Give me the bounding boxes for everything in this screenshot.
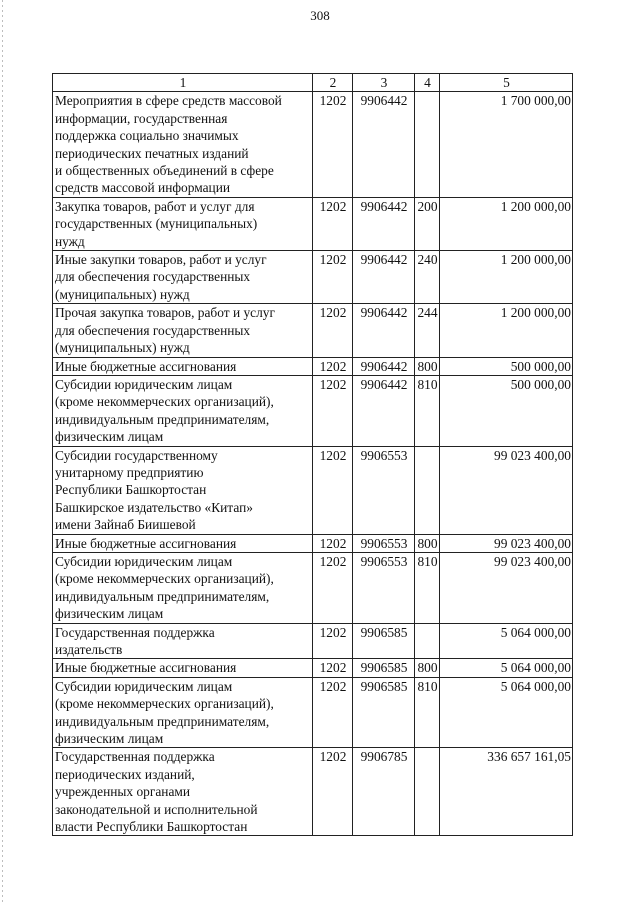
row-name-cell: Иные бюджетные ассигнования [53, 659, 313, 677]
row-section-cell: 1202 [313, 357, 353, 375]
row-expense-cell [415, 623, 440, 659]
row-section-cell: 1202 [313, 197, 353, 250]
table-row [53, 534, 573, 552]
row-amount-cell: 336 657 161,05 [440, 748, 573, 836]
header-col-1: 1 [53, 74, 313, 92]
table-row [53, 92, 573, 197]
row-target-cell: 9906442 [353, 375, 415, 446]
row-target-cell: 9906785 [353, 748, 415, 836]
row-name-cell: Иные закупки товаров, работ и услуг для обеспечения государственных (муниципальных) нужд [53, 251, 313, 304]
row-section-cell: 1202 [313, 92, 353, 197]
table-header [53, 74, 573, 92]
table-row [53, 357, 573, 375]
row-expense-cell: 800 [415, 534, 440, 552]
row-target-cell: 9906553 [353, 446, 415, 534]
row-amount-cell: 99 023 400,00 [440, 552, 573, 623]
row-expense-cell: 244 [415, 304, 440, 357]
row-section-cell: 1202 [313, 677, 353, 748]
row-name-cell: Субсидии государственному унитарному предприятию Республики Башкортостан Башкирское издательство «Китап» имени Зайнаб Биишевой [53, 446, 313, 534]
row-amount-cell: 1 200 000,00 [440, 251, 573, 304]
row-target-cell: 9906585 [353, 677, 415, 748]
header-col-2: 2 [313, 74, 353, 92]
row-expense-cell: 800 [415, 659, 440, 677]
row-amount-cell: 5 064 000,00 [440, 659, 573, 677]
row-section-cell: 1202 [313, 304, 353, 357]
table-body [53, 92, 573, 836]
row-amount-cell: 500 000,00 [440, 357, 573, 375]
row-expense-cell: 240 [415, 251, 440, 304]
table-row [53, 251, 573, 304]
row-name-cell: Государственная поддержка периодических изданий, учрежденных органами законодательной и исполнительной власти Республики Башкортостан [53, 748, 313, 836]
row-section-cell: 1202 [313, 623, 353, 659]
table-row [53, 748, 573, 836]
table-row [53, 304, 573, 357]
budget-table [52, 73, 573, 836]
row-name-cell: Иные бюджетные ассигнования [53, 534, 313, 552]
row-amount-cell: 500 000,00 [440, 375, 573, 446]
row-expense-cell [415, 446, 440, 534]
row-section-cell: 1202 [313, 375, 353, 446]
row-target-cell: 9906442 [353, 304, 415, 357]
row-expense-cell: 810 [415, 677, 440, 748]
scan-edge-mark [2, 0, 3, 905]
header-col-3: 3 [353, 74, 415, 92]
table-row [53, 446, 573, 534]
table-row [53, 623, 573, 659]
row-expense-cell [415, 748, 440, 836]
header-col-5: 5 [440, 74, 573, 92]
row-name-cell: Мероприятия в сфере средств массовой информации, государственная поддержка социально значимых периодических печатных изданий и общественных объединений в сфере средств массовой информации [53, 92, 313, 197]
row-target-cell: 9906553 [353, 552, 415, 623]
row-target-cell: 9906585 [353, 623, 415, 659]
row-amount-cell: 1 200 000,00 [440, 197, 573, 250]
row-name-cell: Государственная поддержка издательств [53, 623, 313, 659]
row-section-cell: 1202 [313, 534, 353, 552]
table-row [53, 659, 573, 677]
row-section-cell: 1202 [313, 552, 353, 623]
table-row [53, 375, 573, 446]
row-target-cell: 9906442 [353, 251, 415, 304]
row-amount-cell: 5 064 000,00 [440, 623, 573, 659]
row-amount-cell: 1 700 000,00 [440, 92, 573, 197]
row-name-cell: Субсидии юридическим лицам (кроме некоммерческих организаций), индивидуальным предпринимателям, физическим лицам [53, 552, 313, 623]
row-target-cell: 9906442 [353, 197, 415, 250]
row-expense-cell: 200 [415, 197, 440, 250]
table-row [53, 677, 573, 748]
row-amount-cell: 99 023 400,00 [440, 446, 573, 534]
row-name-cell: Иные бюджетные ассигнования [53, 357, 313, 375]
row-section-cell: 1202 [313, 251, 353, 304]
row-section-cell: 1202 [313, 446, 353, 534]
page-number: 308 [310, 8, 330, 23]
row-expense-cell: 810 [415, 552, 440, 623]
row-section-cell: 1202 [313, 659, 353, 677]
row-amount-cell: 1 200 000,00 [440, 304, 573, 357]
row-target-cell: 9906442 [353, 357, 415, 375]
row-target-cell: 9906442 [353, 92, 415, 197]
row-expense-cell: 800 [415, 357, 440, 375]
row-name-cell: Субсидии юридическим лицам (кроме некоммерческих организаций), индивидуальным предпринимателям, физическим лицам [53, 677, 313, 748]
row-expense-cell [415, 92, 440, 197]
row-name-cell: Субсидии юридическим лицам (кроме некоммерческих организаций), индивидуальным предпринимателям, физическим лицам [53, 375, 313, 446]
table-row [53, 197, 573, 250]
row-target-cell: 9906553 [353, 534, 415, 552]
row-name-cell: Закупка товаров, работ и услуг для государственных (муниципальных) нужд [53, 197, 313, 250]
row-name-cell: Прочая закупка товаров, работ и услуг для обеспечения государственных (муниципальных) нужд [53, 304, 313, 357]
row-target-cell: 9906585 [353, 659, 415, 677]
row-section-cell: 1202 [313, 748, 353, 836]
row-amount-cell: 5 064 000,00 [440, 677, 573, 748]
row-expense-cell: 810 [415, 375, 440, 446]
header-row [53, 74, 573, 92]
header-col-4: 4 [415, 74, 440, 92]
table-row [53, 552, 573, 623]
row-amount-cell: 99 023 400,00 [440, 534, 573, 552]
